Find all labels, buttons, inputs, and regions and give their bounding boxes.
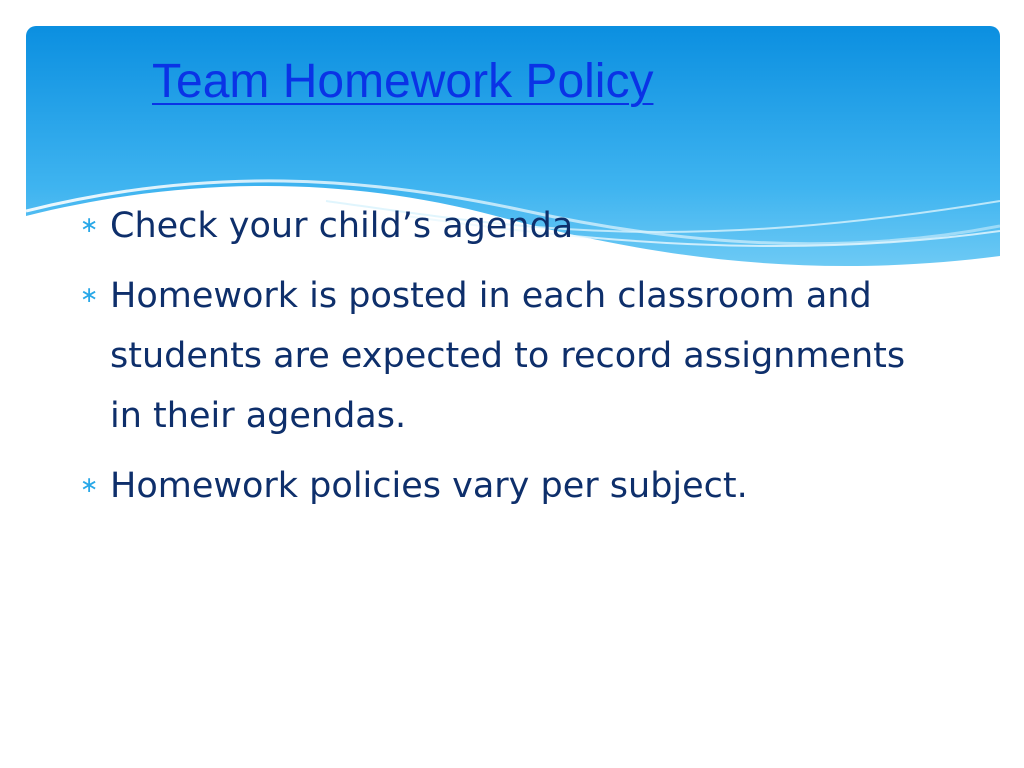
bullet-item (80, 196, 940, 256)
bullet-item (80, 266, 940, 446)
slide-title[interactable]: Team Homework Policy (152, 55, 654, 108)
asterisk-bullet-icon: ∗ (80, 283, 99, 308)
bullet-list (80, 196, 940, 526)
bullet-item (80, 456, 940, 516)
bullet-text: Homework is posted in each classroom and students are expected to record assignments in their agendas. (110, 276, 906, 436)
bullet-text: Homework policies vary per subject. (110, 466, 748, 506)
asterisk-bullet-icon: ∗ (80, 213, 99, 238)
bullet-text: Check your child’s agenda (110, 206, 574, 246)
asterisk-bullet-icon: ∗ (80, 473, 99, 498)
